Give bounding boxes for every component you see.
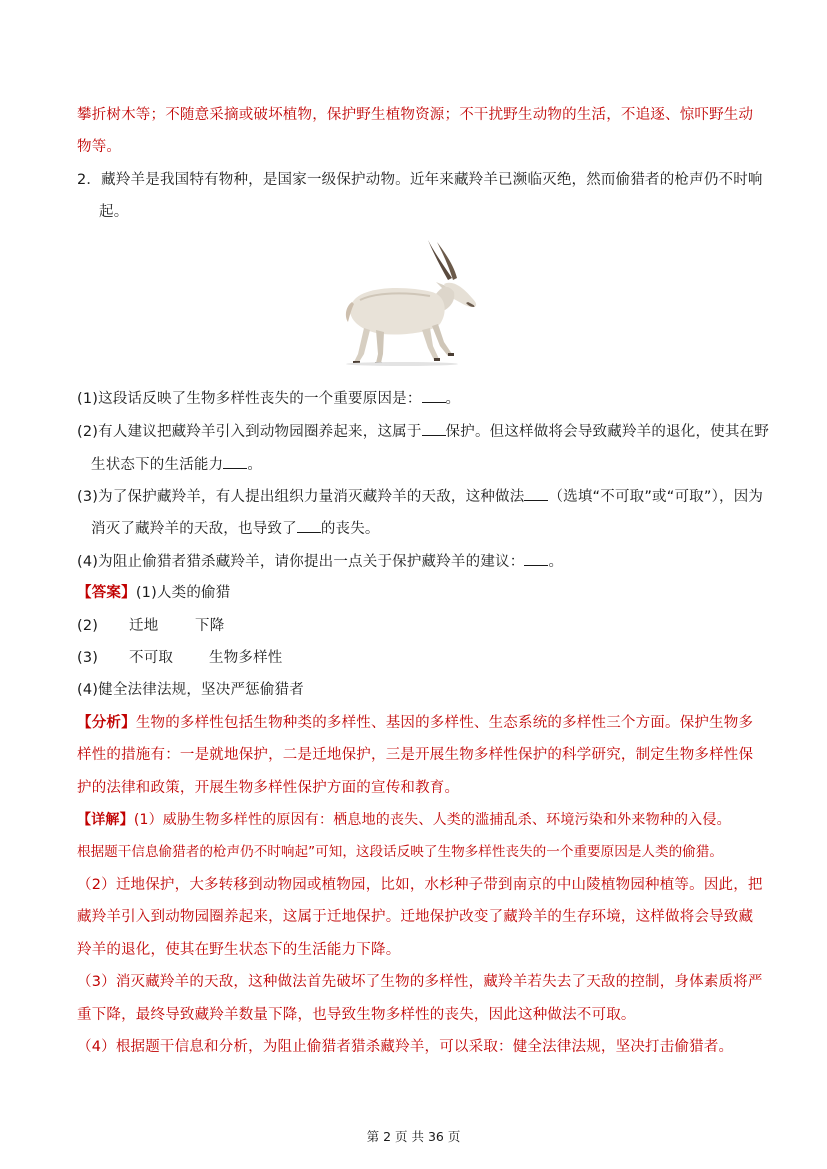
answer-line-3: (3) 不可取 生物多样性 [77, 650, 283, 666]
question-stem-line-1 [77, 170, 763, 190]
detail-line-8: （4）根据题干信息和分析，为阻止偷猎者猎杀藏羚羊，可以采取：健全法律法规，坚决打击偷猎者。 [77, 1039, 734, 1055]
detail-tag: 【详解】 [77, 812, 134, 828]
answer-blank [524, 486, 548, 501]
answer-blank [524, 551, 548, 566]
detail-line-3: （2）迁地保护，大多转移到动物园或植物园，比如，水杉种子带到南京的中山陵植物园种植等。因此，把 [77, 877, 763, 893]
detail-line-6: （3）消灭藏羚羊的天敌，这种做法首先破坏了生物的多样性，藏羚羊若失去了天敌的控制，身体素质将严 [77, 974, 763, 990]
question-stem-line-2: 起。 [99, 204, 129, 220]
continued-answer-line-2: 物等。 [77, 139, 122, 155]
sub-question-3-line-1: (3)为了保护藏羚羊，有人提出组织力量消灭藏羚羊的天敌，这种做法 （选填“不可取”或“可取”），因为 [77, 486, 763, 507]
answer-blank [422, 421, 446, 436]
detail-line-4: 藏羚羊引入到动物园圈养起来，这属于迁地保护。迁地保护改变了藏羚羊的生存环境，这样做将会导致藏 [77, 909, 754, 925]
sub-question-2-line-2: 生状态下的生活能力 。 [91, 454, 262, 475]
answer-blank [297, 518, 321, 533]
sub-question-1: (1)这段话反映了生物多样性丧失的一个重要原因是： 。 [77, 388, 460, 409]
analysis-line-1: 【分析】生物的多样性包括生物种类的多样性、基因的多样性、生态系统的多样性三个方面。保护生物多 [77, 715, 754, 731]
sub-question-2-line-1: (2)有人建议把藏羚羊引入到动物园圈养起来，这属于 保护。但这样做将会导致藏羚羊的退化，使其在野 [77, 421, 769, 442]
answer-tag: 【答案】 [77, 585, 136, 601]
detail-line-2: 根据题干信息偷猎者的枪声仍不时响起”可知，这段话反映了生物多样性丧失的一个重要原因是人类的偷猎。 [77, 844, 723, 860]
question-text-1: 藏羚羊是我国特有物种，是国家一级保护动物。近年来藏羚羊已濒临灭绝，然而偷猎者的枪声仍不时响 [101, 172, 763, 188]
question-number: 2． [77, 172, 102, 188]
sub-question-3-line-2: 消灭了藏羚羊的天敌，也导致了 的丧失。 [91, 518, 380, 539]
detail-line-1: 【详解】(1）威胁生物多样性的原因有：栖息地的丧失、人类的滥捕乱杀、环境污染和外来物种的入侵。 [77, 812, 731, 828]
analysis-line-3: 护的法律和政策，开展生物多样性保护方面的宣传和教育。 [77, 780, 460, 796]
detail-line-5: 羚羊的退化，使其在野生状态下的生活能力下降。 [77, 942, 401, 958]
answer-blank [223, 454, 247, 469]
answer-line-1: 【答案】(1)人类的偷猎 [77, 585, 231, 601]
answer-blank [422, 388, 446, 403]
detail-line-7: 重下降，最终导致藏羚羊数量下降，也导致生物多样性的丧失，因此这种做法不可取。 [77, 1007, 636, 1023]
answer-line-4: (4)健全法律法规，坚决严惩偷猎者 [77, 682, 304, 698]
analysis-tag: 【分析】 [77, 715, 136, 731]
answer-line-2: (2) 迁地 下降 [77, 618, 225, 634]
analysis-line-2: 样性的措施有：一是就地保护，二是迁地保护，三是开展生物多样性保护的科学研究，制定生物多样性保 [77, 747, 754, 763]
antelope-image [336, 236, 486, 366]
antelope-illustration [336, 236, 486, 366]
sub-question-4: (4)为阻止偷猎者猎杀藏羚羊，请你提出一点关于保护藏羚羊的建议： 。 [77, 551, 563, 572]
page-number-footer: 第 2 页 共 36 页 [366, 1129, 461, 1144]
continued-answer-line-1: 攀折树木等；不随意采摘或破坏植物，保护野生植物资源；不干扰野生动物的生活，不追逐、惊吓野生动 [77, 107, 754, 123]
